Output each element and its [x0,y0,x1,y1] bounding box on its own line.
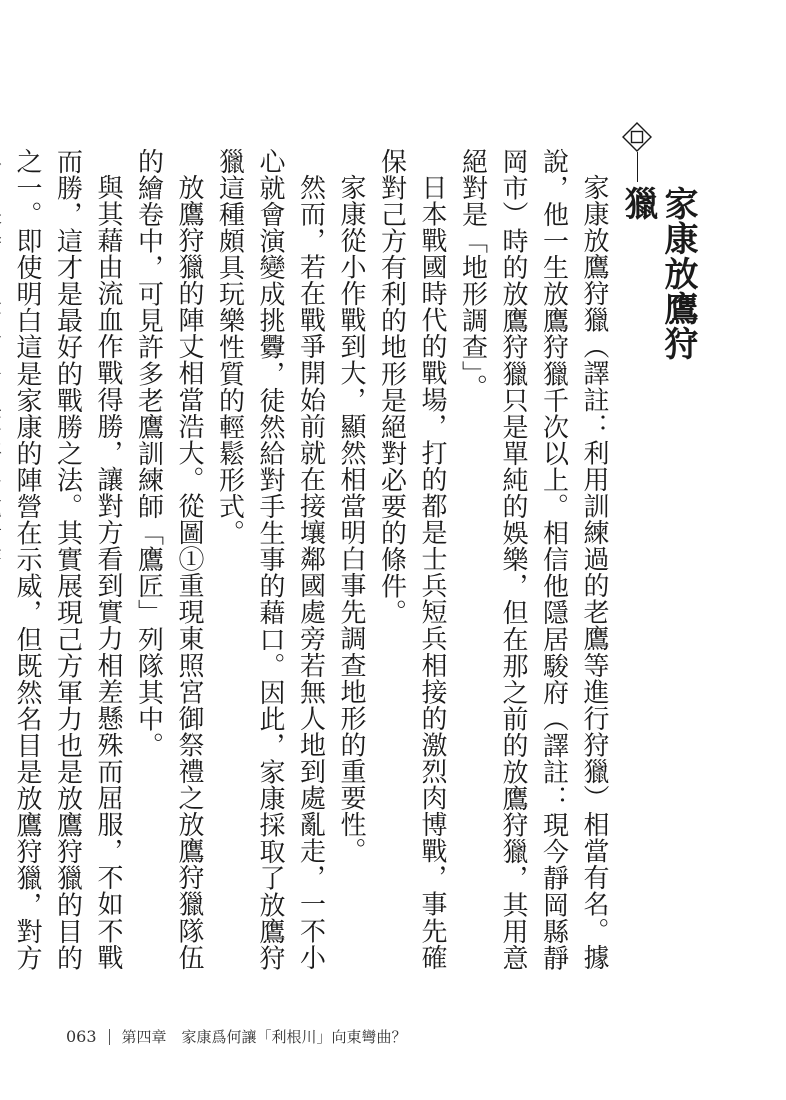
paragraph-1: 家康放鷹狩獵（譯註：利用訓練過的老鷹等進行狩獵）相當有名。據說，他一生放鷹狩獵千次以上。相信他隱居駿府（譯註：現今靜岡縣靜岡市）時的放鷹狩獵只是單純的娛樂，但在那之前的放鷹狩獵，其用意絕對是「地形調查」。 [457,148,609,972]
diamond-square-ornament-icon [622,122,652,152]
footer-divider [109,1029,110,1045]
paragraph-2: 日本戰國時代的戰場，打的都是士兵短兵相接的激烈肉博戰，事先確保對己方有利的地形是絕對必要的條件。 [376,148,447,971]
page-number: 063 [66,1027,97,1046]
paragraph-5: 放鷹狩獵的陣丈相當浩大。從圖①重現東照宮御祭禮之放鷹狩獵隊伍的繪卷中，可見許多老鷹訓練師「鷹匠」列隊其中。 [133,148,204,971]
section-title: 家康放鷹狩獵 [618,186,698,361]
page-footer [66,1026,407,1047]
paragraph-4: 然而，若在戰爭開始前就在接壤鄰國處旁若無人地到處亂走，一不小心就會演變成挑釁，徒然給對手生事的藉口。因此，家康採取了放鷹狩獵這種頗具玩樂性質的輕鬆形式。 [214,148,326,972]
section-heading [618,122,698,382]
chapter-title: 第四章 家康爲何讓「利根川」向東彎曲？ [121,1028,407,1046]
body-text [0,148,614,988]
paragraph-6: 與其藉由流血作戰得勝，讓對方看到實力相差懸殊而屈服，不如不戰而勝，這才是最好的戰勝之法。其實展現己方軍力也是放鷹狩獵的目的之一。即使明白這是家康的陣營在示威，但既然名目是放鷹狩獵，對方 [12,148,123,972]
paragraph-3: 家康從小作戰到大，顯然相當明白事先調查地形的重要性。 [336,174,366,865]
heading-rule [637,152,638,182]
